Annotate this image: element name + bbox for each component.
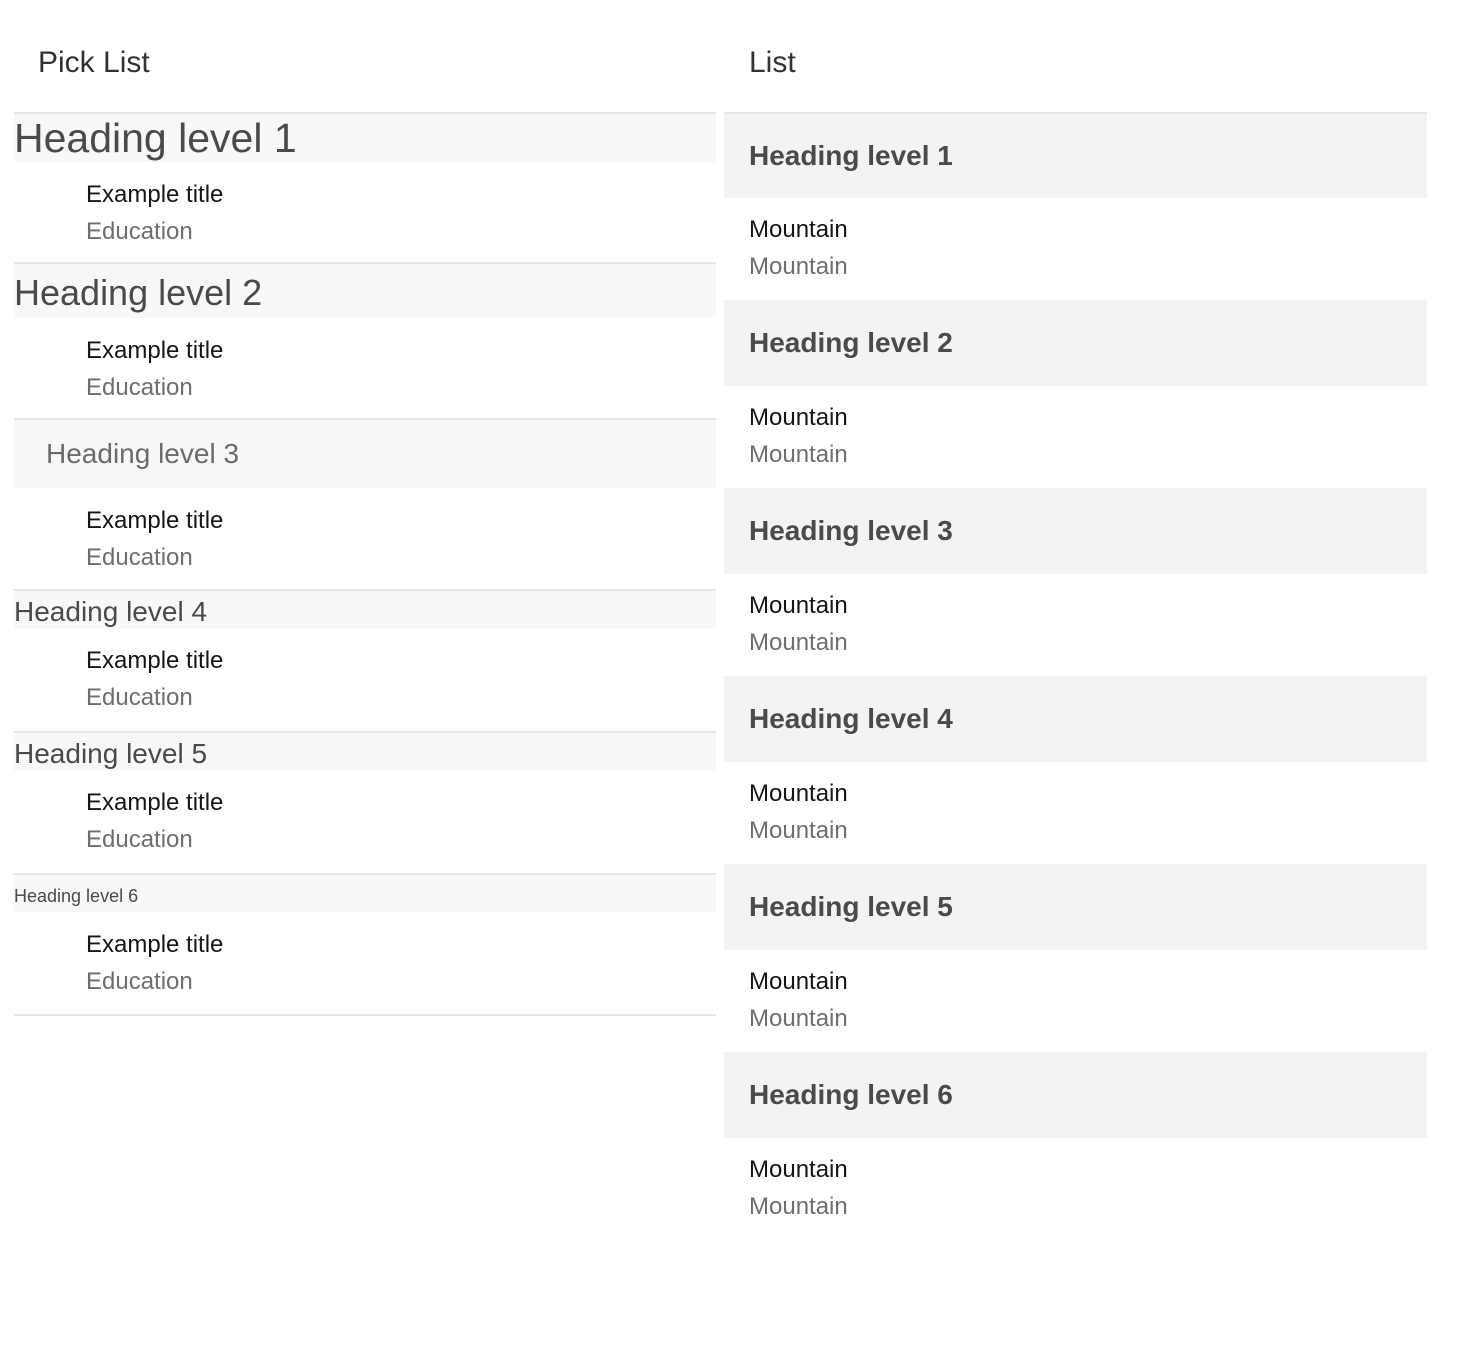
list-heading-4: Heading level 4 <box>724 676 1427 762</box>
list-group-5 <box>724 864 1427 1052</box>
pick-list-heading-4: Heading level 4 <box>14 591 716 629</box>
pick-list-item-title: Example title <box>86 789 224 816</box>
pick-list-item-subtitle: Education <box>86 826 193 853</box>
pick-list-heading-3: Heading level 3 <box>14 420 716 488</box>
list-heading-5: Heading level 5 <box>724 864 1427 950</box>
pick-list-group-6 <box>14 873 716 1016</box>
list-item-title: Mountain <box>749 216 848 243</box>
pick-list-item[interactable] <box>14 488 716 589</box>
pick-list-item[interactable] <box>14 771 716 873</box>
pick-list-heading-6: Heading level 6 <box>14 875 716 912</box>
list-group-1 <box>724 114 1427 300</box>
pick-list-heading-1: Heading level 1 <box>14 114 716 162</box>
list-group-6 <box>724 1052 1427 1240</box>
list-item[interactable] <box>724 762 1427 864</box>
list-item-title: Mountain <box>749 592 848 619</box>
list-item-subtitle: Mountain <box>749 1005 848 1032</box>
list-group-3 <box>724 488 1427 676</box>
list-item[interactable] <box>724 574 1427 676</box>
pick-list-item[interactable] <box>14 629 716 731</box>
pick-list <box>14 112 716 1016</box>
pick-list-item-subtitle: Education <box>86 684 193 711</box>
pick-list-item-title: Example title <box>86 337 224 364</box>
list-item-title: Mountain <box>749 404 848 431</box>
list-item[interactable] <box>724 386 1427 488</box>
list-heading-6: Heading level 6 <box>724 1052 1427 1138</box>
pick-list-group-4 <box>14 589 716 731</box>
list-item-subtitle: Mountain <box>749 253 848 280</box>
pick-list-group-5 <box>14 731 716 873</box>
pick-list-group-3 <box>14 418 716 589</box>
list-item[interactable] <box>724 198 1427 300</box>
pick-list-item-title: Example title <box>86 181 224 208</box>
pick-list-heading-5: Heading level 5 <box>14 733 716 771</box>
list-item-subtitle: Mountain <box>749 1193 848 1220</box>
pick-list-item-title: Example title <box>86 647 224 674</box>
pick-list-item-subtitle: Education <box>86 544 193 571</box>
list-heading-1: Heading level 1 <box>724 114 1427 198</box>
pick-list-item-subtitle: Education <box>86 968 193 995</box>
list-item-subtitle: Mountain <box>749 817 848 844</box>
list-item-title: Mountain <box>749 968 848 995</box>
pick-list-heading-2: Heading level 2 <box>14 264 716 318</box>
pick-list-title: Pick List <box>38 46 150 79</box>
list-title: List <box>749 46 796 79</box>
list-heading-3: Heading level 3 <box>724 488 1427 574</box>
list-item-subtitle: Mountain <box>749 441 848 468</box>
pick-list-item-title: Example title <box>86 507 224 534</box>
list-item-subtitle: Mountain <box>749 629 848 656</box>
list-heading-2: Heading level 2 <box>724 300 1427 386</box>
list-group-2 <box>724 300 1427 488</box>
list-group-4 <box>724 676 1427 864</box>
pick-list-group-2 <box>14 262 716 418</box>
pick-list-item[interactable] <box>14 318 716 418</box>
pick-list-item[interactable] <box>14 162 716 262</box>
pick-list-group-1 <box>14 112 716 262</box>
list-item[interactable] <box>724 950 1427 1052</box>
pick-list-item-subtitle: Education <box>86 374 193 401</box>
pick-list-item-title: Example title <box>86 931 224 958</box>
list-item-title: Mountain <box>749 1156 848 1183</box>
pick-list-item-subtitle: Education <box>86 218 193 245</box>
list <box>724 112 1427 1240</box>
list-item[interactable] <box>724 1138 1427 1240</box>
pick-list-item[interactable] <box>14 912 716 1014</box>
list-item-title: Mountain <box>749 780 848 807</box>
